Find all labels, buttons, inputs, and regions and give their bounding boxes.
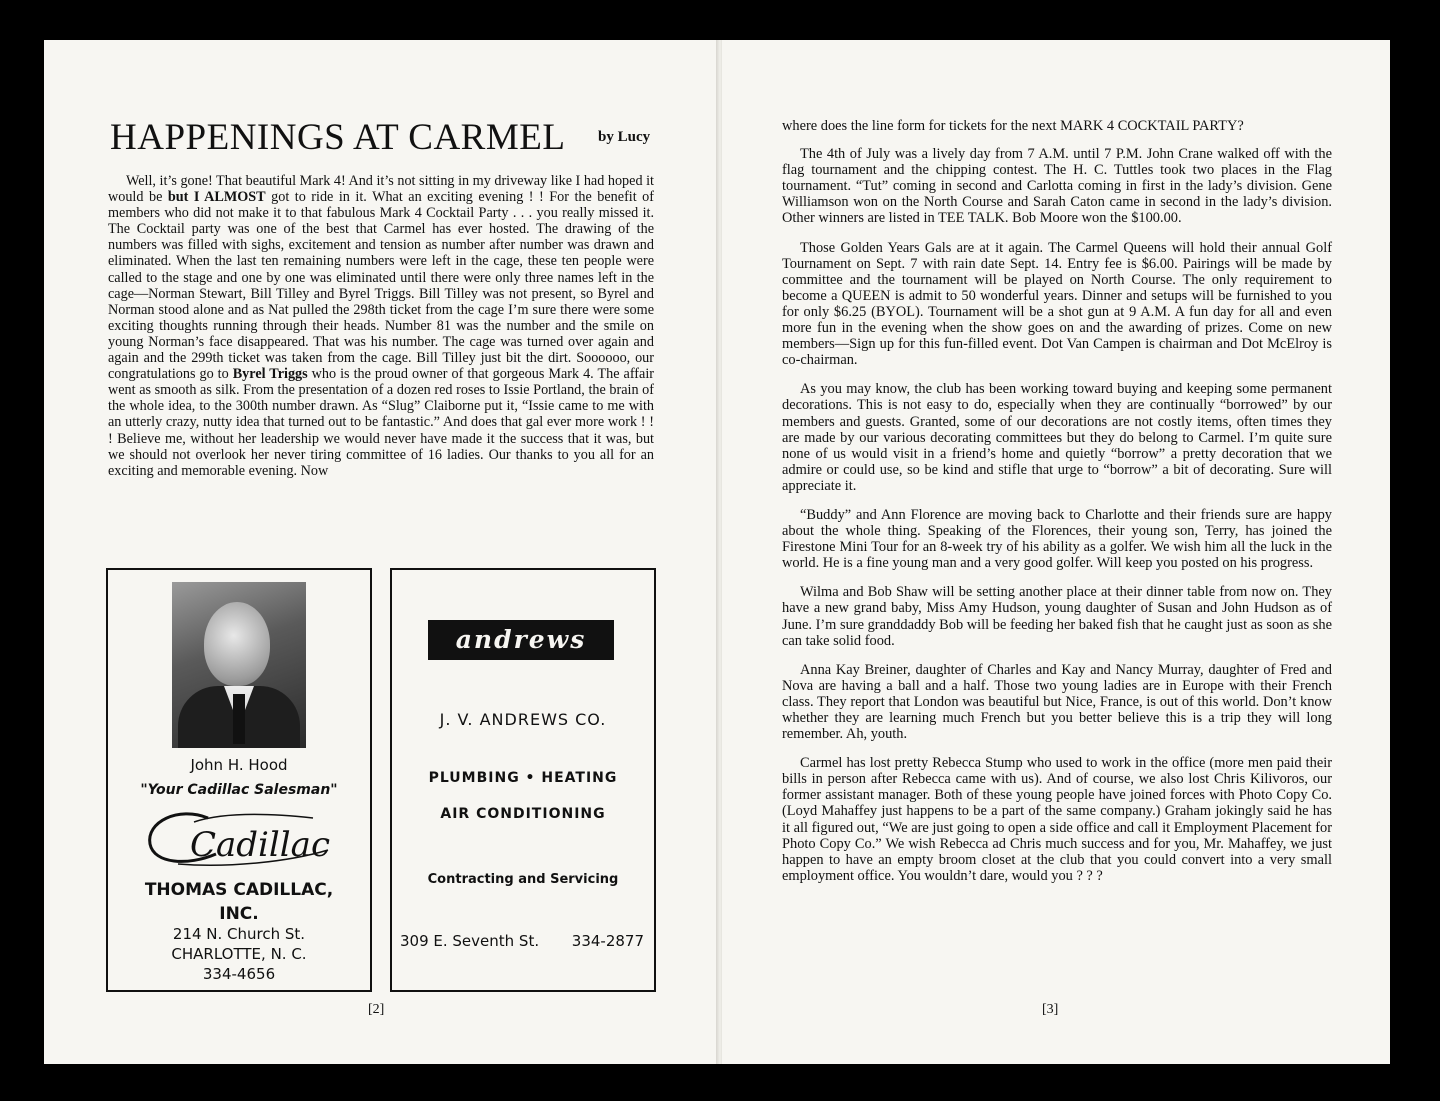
salesman-photo — [172, 582, 306, 748]
andrews-phone: 334-2877 — [571, 932, 644, 950]
advertisement-cadillac — [106, 568, 372, 992]
dealer-street: 214 N. Church St. — [172, 925, 306, 943]
article-paragraph: Carmel has lost pretty Rebecca Stump who used to work in the office (more men paid their bills in person after Rebecca came with us). And of course, we also lost Chris Kilivoros, our former assistant manager. Both of these young people have joined forces with Photo Copy Co. (Loyd Mahaffey just happens to be a part of the same company.) Graham jokingly said he has it all figured out, “We are just going to open a side office and call it Employment Placement for Photo Copy Co.” We wish Rebecca ad Chris much success and for you, Mr. Mahaffey, we just happen to have an empty broom closet at the club that you could convert into a very small employment office. You wouldn’t dare, would you ? ? ? — [782, 755, 1332, 884]
dealer-address — [108, 924, 370, 984]
andrews-services-ac: AIR CONDITIONING — [440, 806, 606, 822]
page-number-right: [3] — [1042, 1002, 1059, 1017]
article-paragraph: Anna Kay Breiner, daughter of Charles and Kay and Nancy Murray, daughter of Fred and Nova are having a ball and a half. Those two young ladies are in Europe with their French class. They report that London was beautiful but Nice, France, is out of this world. Don’t know whether they are learning much French but you better believe this is a trip they will long remember. Ah, youth. — [782, 661, 1332, 743]
left-page — [44, 40, 718, 1064]
cadillac-logo-text: Cadillac — [190, 825, 330, 865]
andrews-address: 309 E. Seventh St. — [400, 932, 540, 950]
article-paragraph: Those Golden Years Gals are at it again. The Carmel Queens will hold their annual Golf Tournament on Sept. 7 with rain date Sept. 14. Entry fee is $6.00. Pairings will be made by committee and the tournament will be played on North Course. The only requirement to become a QUEEN is admit to 50 wonderful years. Dinner and setups will be furnished to you for only $6.25 (BYOL). Tournament will be a shot gun at 9 A.M. A fun day for all and even more fun in the evening when the show goes on and the awarding of prizes. Come on new members—Sign up for this fun-filled event. Dot Van Campen is chairman and Dot McElroy is co-chairman. — [782, 239, 1332, 369]
salesman-name: John H. Hood — [190, 756, 288, 774]
dealer-phone: 334-4656 — [202, 965, 276, 983]
text-run: Well, it’s gone! That beautiful Mark 4! And it’s not sitting in my driveway like I had hoped it would be — [108, 173, 654, 206]
article-paragraph: Wilma and Bob Shaw will be setting another place at their dinner table from now on. They have a new grand baby, Miss Amy Hudson, young daughter of Susan and John Hudson as of June. I’m sure granddaddy Bob will be feeding her baked fish that he caught just as soon as she can take solid food. — [782, 584, 1332, 649]
advertisement-andrews — [390, 568, 656, 992]
andrews-services: PLUMBING • HEATING — [428, 770, 618, 786]
right-page — [722, 40, 1390, 1064]
dealer-name-line1: THOMAS CADILLAC, — [144, 880, 334, 900]
bold-text: Byrel Triggs — [232, 366, 308, 383]
salesman-tagline: "Your Cadillac Salesman" — [140, 782, 338, 798]
article-paragraph: “Buddy” and Ann Florence are moving back to Charlotte and their friends sure are happy about the whole thing. Speaking of the Florences, their young son, Terry, has joined the Firestone Mini Tour for an 8-week try of his ability as a golfer. We wish him all the luck in the world. He is a fine young man and a very good golfer. Will keep you posted on his progress. — [782, 506, 1332, 572]
bold-text: but I ALMOST — [167, 189, 266, 206]
article-byline: by Lucy — [598, 129, 651, 145]
article-continuation: where does the line form for tickets for the next MARK 4 COCKTAIL PARTY? — [782, 118, 1244, 134]
text-run: who is the proud owner of that gorgeous Mark 4. The affair went as smooth as silk. From the presentation of a dozen red roses to Issie Portland, the brain of the whole idea, to the 300th number drawn. As “Slug” Claiborne put it, “Issie came to me with an utterly crazy, nutty idea that turned out to be fantastic.” And does that gal ever more work ! ! ! Believe me, without her leadership we would never have made it the success that it was, but we should not overlook her never tiring committee of 16 ladies. Our thanks to you all for an exciting and memorable evening. Now — [108, 366, 654, 479]
dealer-name-line2: INC. — [219, 904, 259, 924]
article-paragraph: As you may know, the club has been working toward buying and keeping some permanent decorations. This is not easy to do, especially when they are continually “borrowed” by our members and guests. Granted, some of our decorations are not costly items, often times they are made by our various decorating committees but they do belong to Carmel. I’m quite sure none of us would visit in a friend’s home and quietly “borrow” a pretty decoration that we admire or could use, so be kind and stifle that urge to “borrow” a bit of decorating. Sure will appreciate it. — [782, 381, 1332, 494]
andrews-contracting: Contracting and Servicing — [427, 872, 619, 887]
article-title: HAPPENINGS AT CARMEL — [110, 117, 566, 158]
andrews-logo: andrews — [428, 620, 614, 660]
article-paragraph — [108, 173, 654, 479]
page-number-left: [2] — [368, 1002, 385, 1017]
andrews-company: J. V. ANDREWS CO. — [439, 710, 607, 729]
article-paragraph: The 4th of July was a lively day from 7 A.M. until 7 P.M. John Crane walked off with the flag tournament and the chipping contest. The H. C. Tuttles took two places in the Flag tournament. “Tut” coming in second and Carlotta coming in first in the lady’s division. Gene Williamson won on the North Course and Sarah Caton came in second in the lady’s division. Other winners are listed in TEE TALK. Bob Moore won the $100.00. — [782, 146, 1332, 227]
dealer-name — [108, 878, 370, 926]
article-body-left — [108, 173, 654, 479]
dealer-city: CHARLOTTE, N. C. — [171, 945, 307, 963]
article-body-right — [782, 118, 1332, 897]
cadillac-logo — [138, 804, 338, 874]
text-run: got to ride in it. What an exciting evening ! ! For the benefit of members who did not make it to that fabulous Mark 4 Cocktail Party . . . you really missed it. The Cocktail party was one of the best that Carmel has ever hosted. The drawing of the numbers was filled with sighs, excitement and tension as number after number was drawn and eliminated. When the last ten remaining numbers were left in the cage, these ten people were called to the stage and one by one was eliminated until there were only three names left in the cage—Norman Stewart, Bill Tilley and Byrel Triggs. Bill Tilley was not present, so Byrel and Norman stood alone and as Nat pulled the 298th ticket from the cage I’m sure there were some exciting thoughts running through their heads. Number 81 was the number and the smile on young Norman’s face disappeared. That was his number. The cage was turned over again and again and the 299th ticket was taken from the cage. Bill Tilley just bit the dirt. Soooooo, our congratulations go to — [108, 189, 655, 383]
